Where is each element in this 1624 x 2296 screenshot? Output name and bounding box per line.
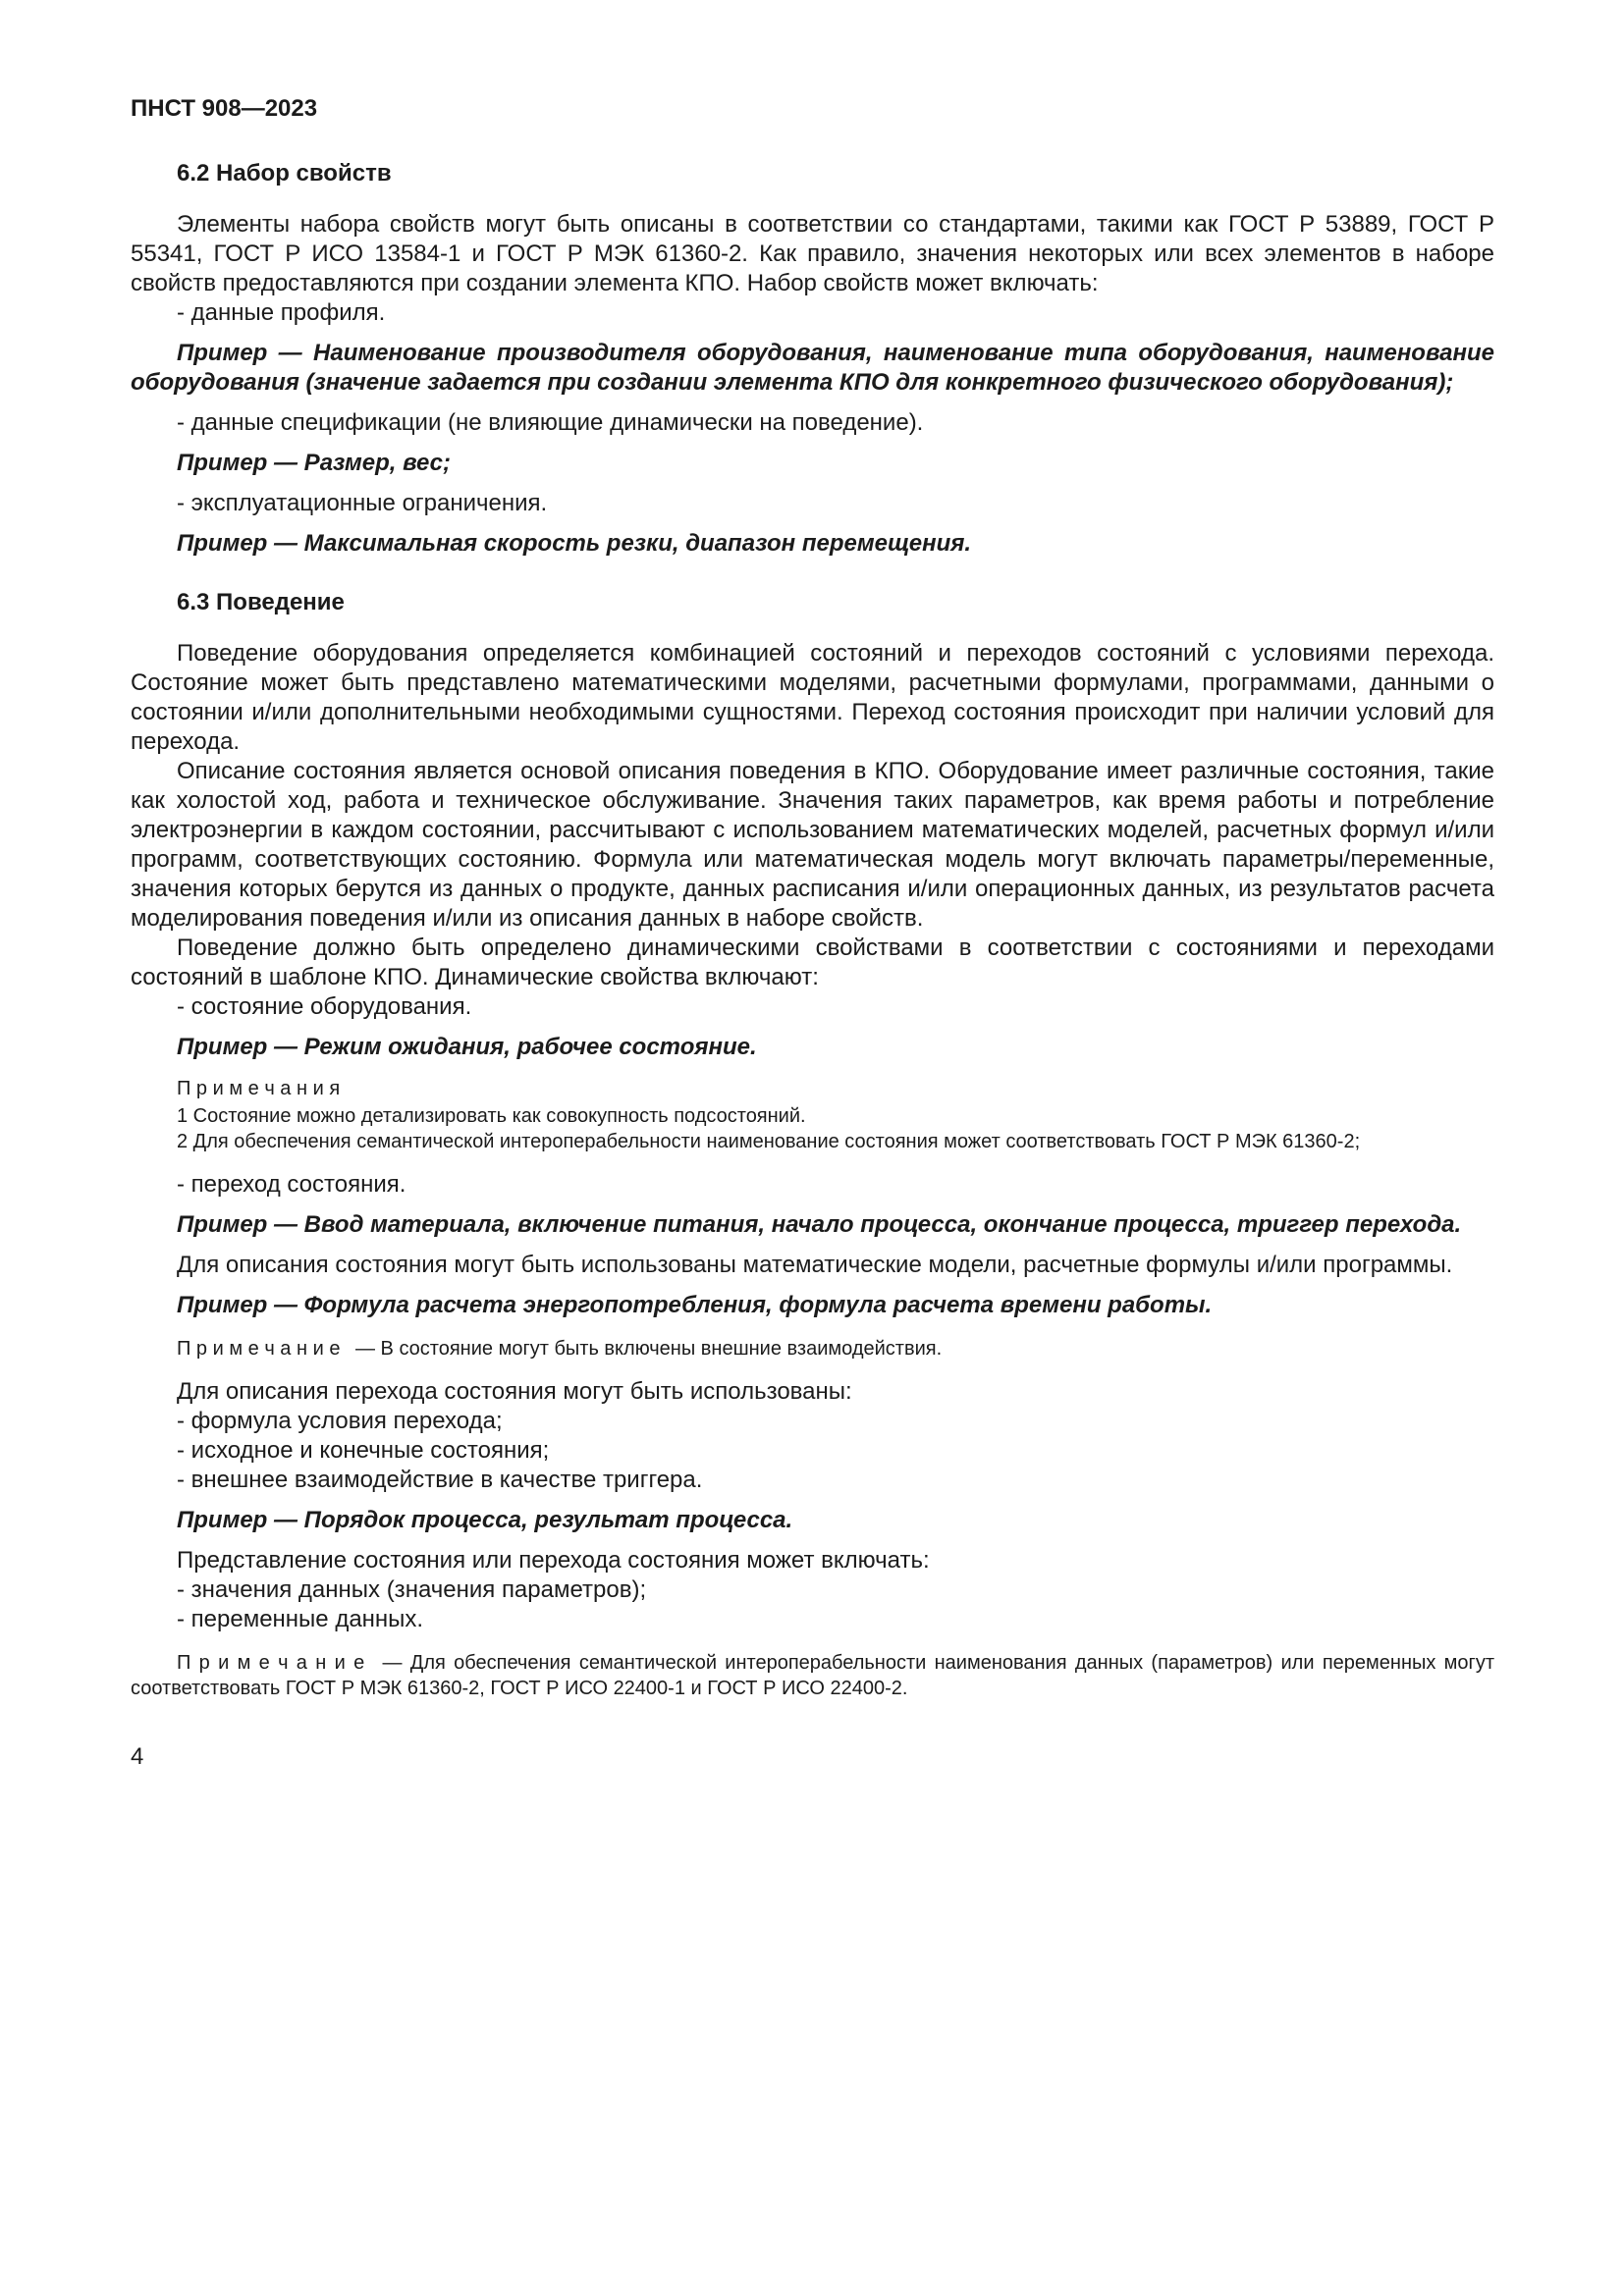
list-item: - переменные данных.	[177, 1606, 424, 1632]
list-item: - исходное и конечные состояния;	[177, 1437, 550, 1464]
notes-heading: П р и м е ч а н и я	[177, 1078, 341, 1099]
list-item: - переход состояния.	[177, 1171, 406, 1198]
example: Пример — Режим ожидания, рабочее состояние.	[177, 1034, 757, 1060]
paragraph: Поведение должно быть определено динамическими свойствами в соответствии с состояниями и переходами состояний в шаблоне КПО. Динамические свойства включают:	[131, 934, 1494, 990]
example: Пример — Порядок процесса, результат процесса.	[177, 1507, 793, 1533]
list-item: - данные профиля.	[177, 299, 386, 326]
paragraph: Описание состояния является основой описания поведения в КПО. Оборудование имеет различные состояния, такие как холостой ход, работа и техническое обслуживание. Значения таких параметров, как время работы и потребление электроэнергии в каждом состоянии, рассчитывают с использованием математических моделей, расчетных формул и/или программ, соответствующих состоянию. Формула или математическая модель могут включать параметры/переменные, значения которых берутся из данных о продукте, данных расписания и/или операционных данных, из результатов расчета моделирования поведения и/или из описания данных в наборе свойств.	[131, 758, 1494, 932]
section-heading: 6.3 Поведение	[177, 589, 345, 615]
list-item: - состояние оборудования.	[177, 993, 472, 1020]
paragraph: Для описания перехода состояния могут быть использованы:	[177, 1378, 852, 1405]
list-item: - данные спецификации (не влияющие динамически на поведение).	[177, 409, 924, 436]
list-item: - значения данных (значения параметров);	[177, 1576, 647, 1603]
document-body	[131, 159, 1494, 1701]
example: Пример — Формула расчета энергопотребления, формула расчета времени работы.	[177, 1292, 1213, 1318]
document-header: ПНСТ 908—2023	[131, 95, 318, 122]
example: Пример — Максимальная скорость резки, диапазон перемещения.	[177, 530, 972, 557]
paragraph: Представление состояния или перехода состояния может включать:	[177, 1547, 930, 1574]
list-item: - эксплуатационные ограничения.	[177, 490, 548, 516]
paragraph: Поведение оборудования определяется комбинацией состояний и переходов состояний с условиями перехода. Состояние может быть представлено математическими моделями, расчетными формулами, программами, данными о состоянии и/или дополнительными необходимыми сущностями. Переход состояния происходит при наличии условий для перехода.	[131, 640, 1494, 755]
list-item: - формула условия перехода;	[177, 1408, 503, 1434]
page-number: 4	[131, 1743, 144, 1770]
example: Пример — Размер, вес;	[177, 450, 451, 476]
example: Пример — Наименование производителя оборудования, наименование типа оборудования, наименование оборудования (значение задается при создании элемента КПО для конкретного физического оборудования);	[131, 340, 1494, 396]
section-heading: 6.2 Набор свойств	[177, 160, 392, 187]
paragraph: Для описания состояния могут быть использованы математические модели, расчетные формулы и/или программы.	[177, 1252, 1453, 1278]
list-item: - внешнее взаимодействие в качестве триггера.	[177, 1467, 703, 1493]
note: П р и м е ч а н и е — Для обеспечения семантической интероперабельности наименования данных (параметров) или переменных могут соответствовать ГОСТ Р МЭК 61360-2, ГОСТ Р ИСО 22400-1 и ГОСТ Р ИСО 22400-2.	[131, 1652, 1494, 1699]
example: Пример — Ввод материала, включение питания, начало процесса, окончание процесса, триггер перехода.	[177, 1211, 1462, 1238]
note: 1 Состояние можно детализировать как совокупность подсостояний.	[177, 1105, 806, 1127]
paragraph: Элементы набора свойств могут быть описаны в соответствии со стандартами, такими как ГОСТ Р 53889, ГОСТ Р 55341, ГОСТ Р ИСО 13584-1 и ГОСТ Р МЭК 61360-2. Как правило, значения некоторых или всех элементов в наборе свойств предоставляются при создании элемента КПО. Набор свойств может включать:	[131, 211, 1494, 296]
note: П р и м е ч а н и е — В состояние могут быть включены внешние взаимодействия.	[177, 1338, 943, 1360]
note: 2 Для обеспечения семантической интероперабельности наименование состояния может соответствовать ГОСТ Р МЭК 61360-2;	[177, 1131, 1361, 1152]
